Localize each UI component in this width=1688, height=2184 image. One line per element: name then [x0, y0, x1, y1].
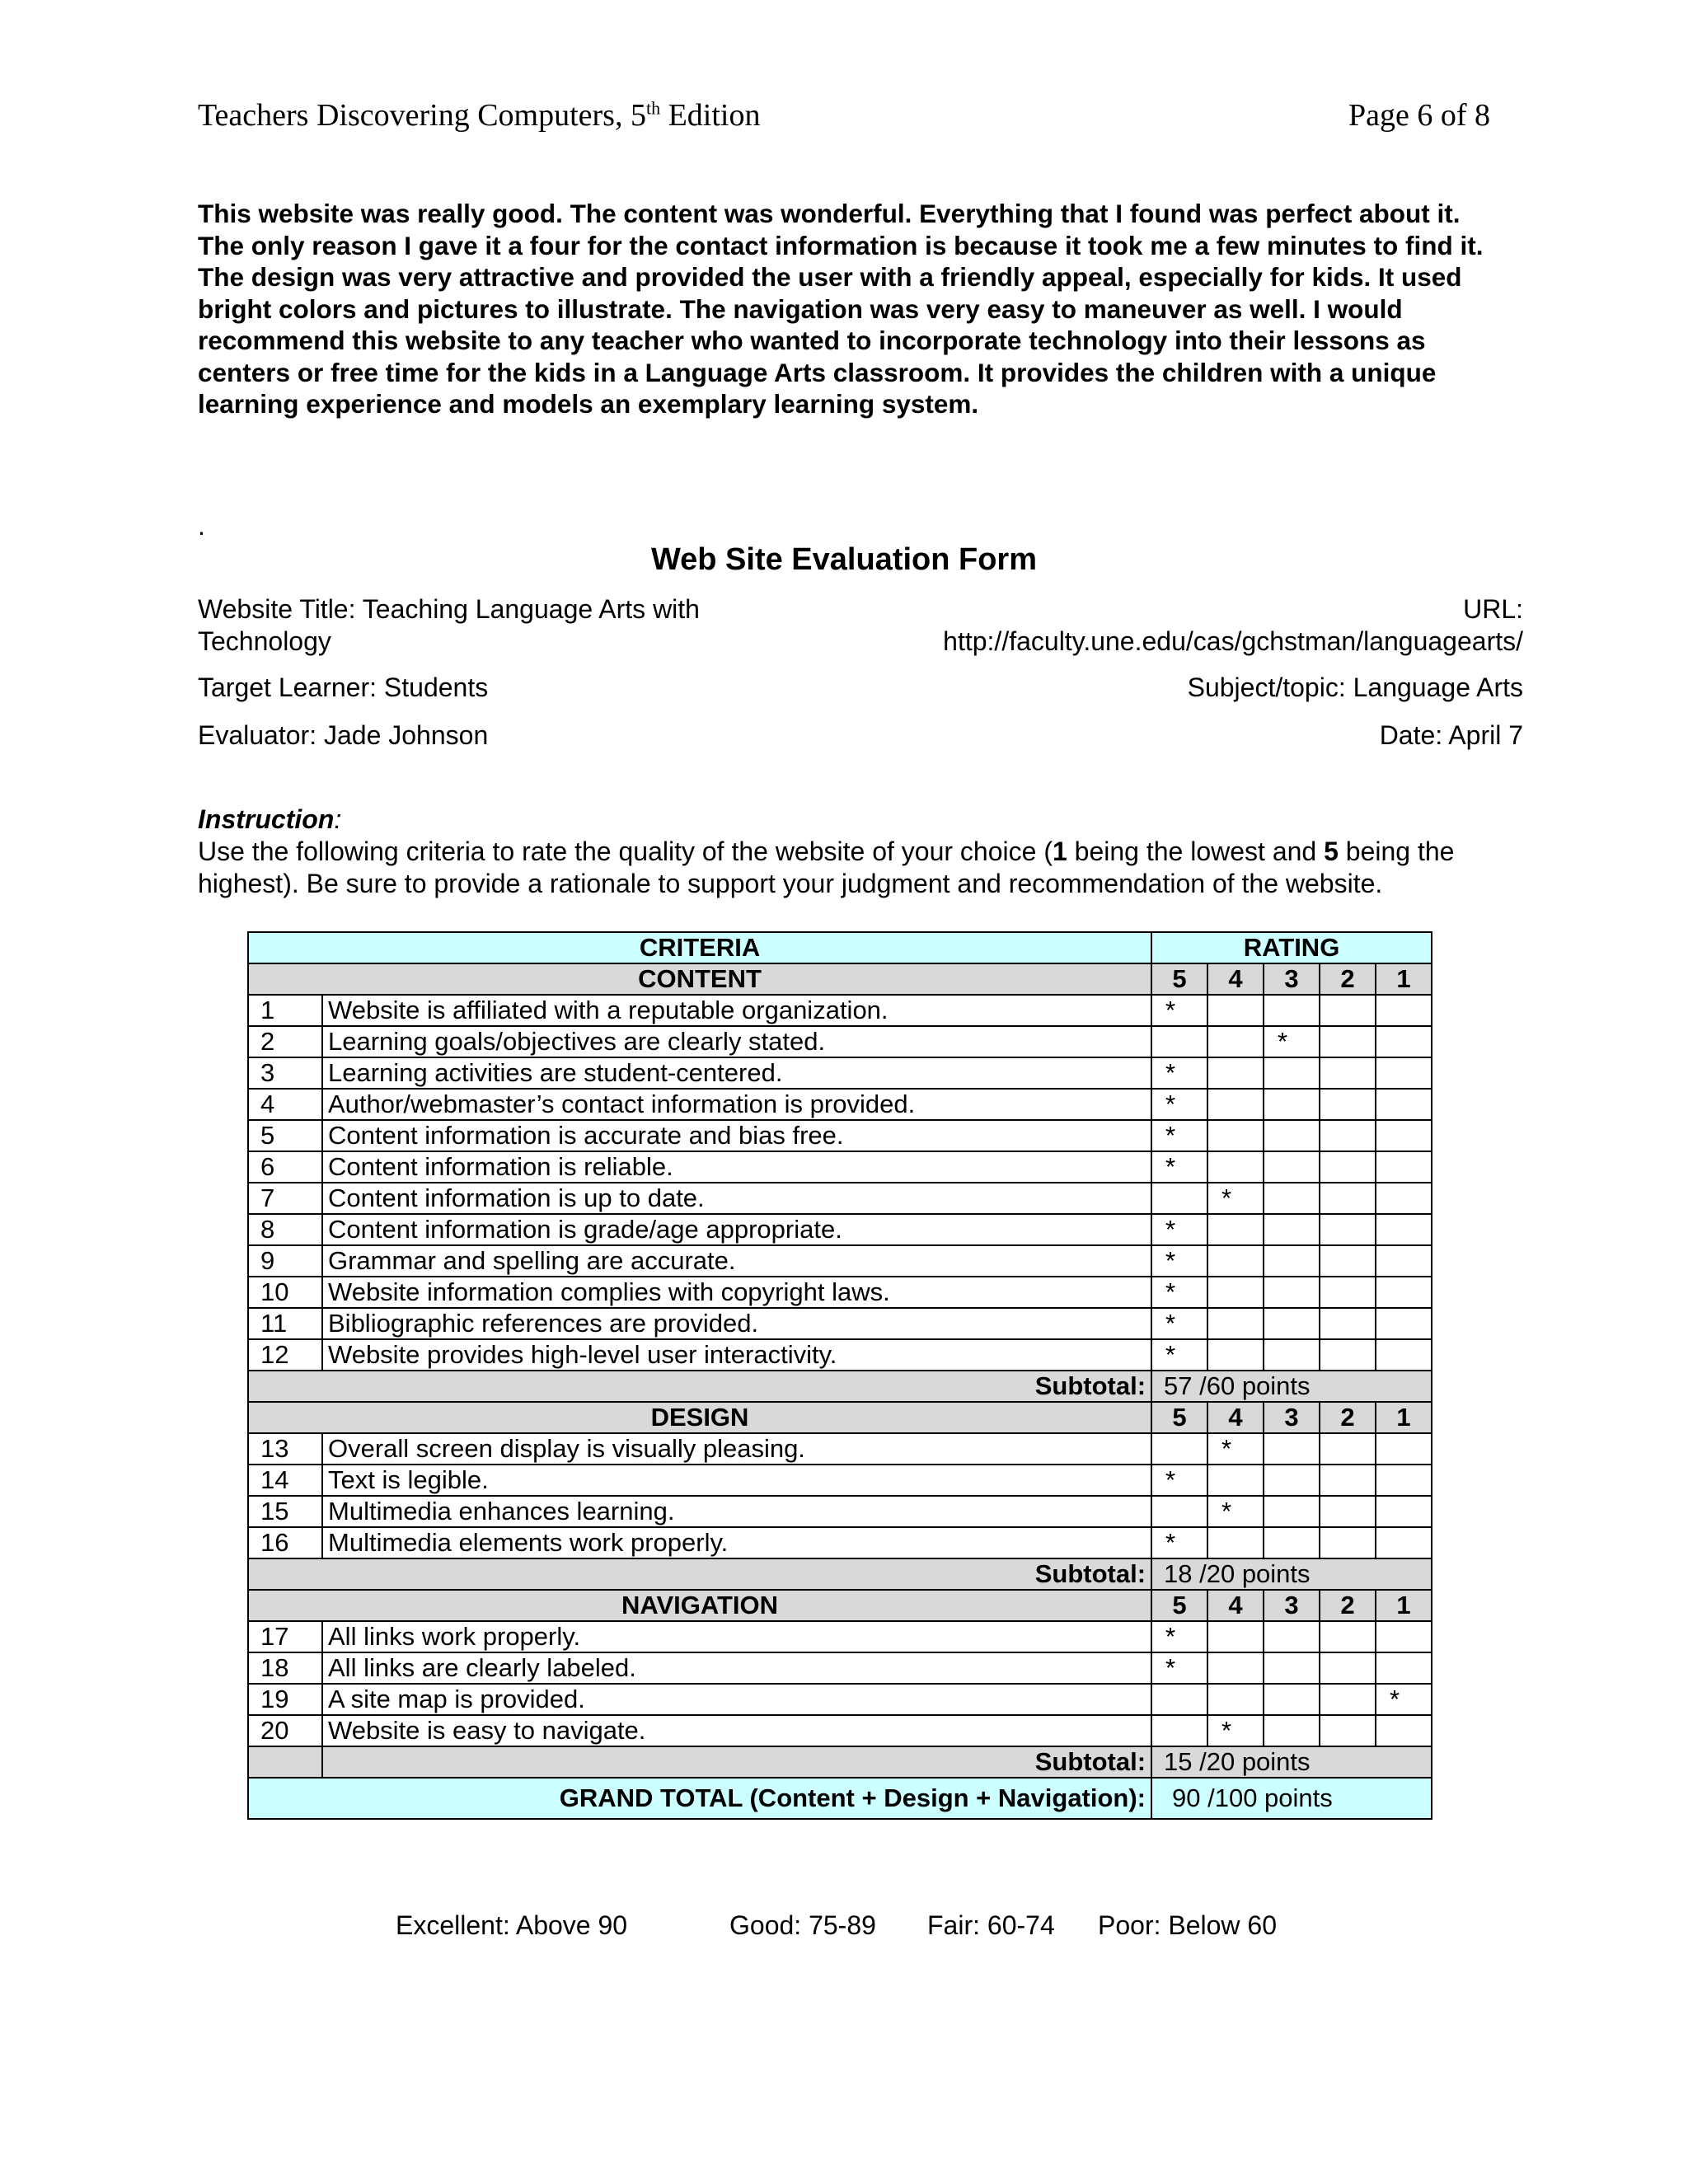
rating-cell-4 — [1207, 1120, 1264, 1151]
rating-cell-4 — [1207, 1465, 1264, 1496]
rating-col-4: 4 — [1207, 1590, 1264, 1621]
rating-col-2: 2 — [1320, 963, 1376, 995]
table-row — [248, 1183, 1432, 1214]
table-row — [248, 995, 1432, 1026]
criterion-text: A site map is provided. — [322, 1684, 1151, 1715]
rating-cell-1 — [1376, 1308, 1432, 1339]
grand-total-value: 90 /100 points — [1151, 1778, 1432, 1819]
rating-cell-2 — [1320, 1183, 1376, 1214]
rating-cell-4 — [1207, 1339, 1264, 1371]
rating-cell-5 — [1151, 1684, 1207, 1715]
instruction-block — [198, 804, 1492, 900]
rating-col-4: 4 — [1207, 963, 1264, 995]
rating-mark-4: * — [1207, 1183, 1264, 1214]
table-row — [248, 1277, 1432, 1308]
website-title: Website Title: Teaching Language Arts with Technology — [198, 594, 700, 656]
rating-cell-3 — [1264, 1151, 1320, 1183]
rating-cell-1 — [1376, 1089, 1432, 1120]
rating-cell-1 — [1376, 1057, 1432, 1089]
section-header-row — [248, 1402, 1432, 1433]
instruction-text — [198, 836, 1492, 900]
criterion-number: 12 — [248, 1339, 322, 1371]
subtotal-label: Subtotal: — [248, 1558, 1151, 1590]
criterion-text: Overall screen display is visually pleasing. — [322, 1433, 1151, 1465]
rating-cell-4 — [1207, 1214, 1264, 1245]
criterion-text: Content information is reliable. — [322, 1151, 1151, 1183]
rating-cell-1 — [1376, 1214, 1432, 1245]
criterion-number: 7 — [248, 1183, 322, 1214]
rating-cell-1 — [1376, 1245, 1432, 1277]
rating-mark-5: * — [1151, 995, 1207, 1026]
title-text: Teachers Discovering Computers, 5 — [198, 98, 646, 133]
rating-col-3: 3 — [1264, 1402, 1320, 1433]
criterion-number: 19 — [248, 1684, 322, 1715]
instruction-text-3: being the highest). Be sure to provide a rationale to support your judgment and recommendation of the website. — [198, 837, 1455, 898]
rating-mark-5: * — [1151, 1652, 1207, 1684]
rating-cell-4 — [1207, 1652, 1264, 1684]
title-edition: Edition — [660, 98, 761, 133]
subtotal-row — [248, 1558, 1432, 1590]
rating-header: RATING — [1151, 932, 1432, 963]
table-row — [248, 1057, 1432, 1089]
rating-cell-1 — [1376, 1183, 1432, 1214]
rating-mark-4: * — [1207, 1433, 1264, 1465]
table-row — [248, 1621, 1432, 1652]
rating-cell-2 — [1320, 1339, 1376, 1371]
document-title — [198, 97, 760, 134]
rating-cell-3 — [1264, 1214, 1320, 1245]
rating-cell-3 — [1264, 1277, 1320, 1308]
rating-mark-5: * — [1151, 1151, 1207, 1183]
instruction-high: 5 — [1324, 837, 1339, 866]
rating-cell-2 — [1320, 1621, 1376, 1652]
rating-mark-5: * — [1151, 1089, 1207, 1120]
grand-total-row — [248, 1778, 1432, 1819]
subtotal-label: Subtotal: — [248, 1371, 1151, 1402]
page-header — [198, 97, 1490, 138]
criterion-number: 1 — [248, 995, 322, 1026]
rating-cell-4 — [1207, 1684, 1264, 1715]
criterion-number: 3 — [248, 1057, 322, 1089]
rating-cell-2 — [1320, 1214, 1376, 1245]
rating-mark-5: * — [1151, 1527, 1207, 1558]
rating-col-5: 5 — [1151, 1590, 1207, 1621]
rating-cell-1 — [1376, 1120, 1432, 1151]
criterion-text: Multimedia enhances learning. — [322, 1496, 1151, 1527]
rating-col-2: 2 — [1320, 1402, 1376, 1433]
table-row — [248, 1496, 1432, 1527]
evaluation-table — [247, 931, 1432, 1820]
rating-cell-4 — [1207, 995, 1264, 1026]
table-row — [248, 1026, 1432, 1057]
criterion-text: All links are clearly labeled. — [322, 1652, 1151, 1684]
rating-cell-2 — [1320, 1089, 1376, 1120]
rating-cell-2 — [1320, 1496, 1376, 1527]
rating-cell-3 — [1264, 1465, 1320, 1496]
criterion-text: Text is legible. — [322, 1465, 1151, 1496]
rating-cell-1 — [1376, 1527, 1432, 1558]
rating-col-3: 3 — [1264, 963, 1320, 995]
criterion-number: 9 — [248, 1245, 322, 1277]
subtotal-spacer — [248, 1746, 322, 1778]
rating-mark-5: * — [1151, 1465, 1207, 1496]
section-header-row — [248, 963, 1432, 995]
rating-mark-5: * — [1151, 1057, 1207, 1089]
scale-good: Good: 75-89 — [729, 1910, 876, 1940]
rating-cell-2 — [1320, 1057, 1376, 1089]
rating-cell-3 — [1264, 1652, 1320, 1684]
table-row — [248, 1465, 1432, 1496]
instruction-colon: : — [334, 804, 342, 834]
rating-cell-4 — [1207, 1308, 1264, 1339]
subtotal-value: 18 /20 points — [1151, 1558, 1432, 1590]
section-header-row — [248, 1590, 1432, 1621]
rating-cell-1 — [1376, 1277, 1432, 1308]
instruction-text-1: Use the following criteria to rate the quality of the website of your choice ( — [198, 837, 1053, 866]
instruction-text-2: being the lowest and — [1067, 837, 1325, 866]
rating-cell-1 — [1376, 1465, 1432, 1496]
rating-cell-4 — [1207, 1089, 1264, 1120]
criterion-number: 8 — [248, 1214, 322, 1245]
rating-cell-4 — [1207, 1026, 1264, 1057]
rating-cell-1 — [1376, 1715, 1432, 1746]
stray-period: . — [198, 511, 205, 541]
rating-cell-2 — [1320, 1465, 1376, 1496]
section-name: CONTENT — [248, 963, 1151, 995]
rating-cell-3 — [1264, 1339, 1320, 1371]
criterion-text: Grammar and spelling are accurate. — [322, 1245, 1151, 1277]
criterion-number: 15 — [248, 1496, 322, 1527]
criterion-number: 13 — [248, 1433, 322, 1465]
rating-col-1: 1 — [1376, 1590, 1432, 1621]
table-row — [248, 1245, 1432, 1277]
rating-col-1: 1 — [1376, 1402, 1432, 1433]
criterion-number: 17 — [248, 1621, 322, 1652]
subtotal-value: 57 /60 points — [1151, 1371, 1432, 1402]
scale-excellent: Excellent: Above 90 — [396, 1910, 628, 1940]
url-block — [839, 593, 1523, 658]
instruction-low: 1 — [1052, 837, 1067, 866]
page-number: Page 6 of 8 — [1348, 98, 1490, 133]
rating-cell-1 — [1376, 1339, 1432, 1371]
rating-cell-3 — [1264, 1089, 1320, 1120]
rating-mark-3: * — [1264, 1026, 1320, 1057]
rating-cell-1 — [1376, 1433, 1432, 1465]
grand-total-label: GRAND TOTAL (Content + Design + Navigation): — [248, 1778, 1151, 1819]
rating-cell-5 — [1151, 1026, 1207, 1057]
rating-cell-4 — [1207, 1527, 1264, 1558]
rating-mark-1: * — [1376, 1684, 1432, 1715]
criterion-number: 2 — [248, 1026, 322, 1057]
rating-cell-3 — [1264, 1057, 1320, 1089]
scale-fair: Fair: 60-74 — [927, 1910, 1055, 1940]
table-row — [248, 1715, 1432, 1746]
criterion-number: 20 — [248, 1715, 322, 1746]
section-name: NAVIGATION — [248, 1590, 1151, 1621]
rating-cell-5 — [1151, 1183, 1207, 1214]
subtotal-value: 15 /20 points — [1151, 1746, 1432, 1778]
rating-cell-3 — [1264, 1433, 1320, 1465]
criterion-text: Content information is grade/age appropriate. — [322, 1214, 1151, 1245]
rating-cell-1 — [1376, 1151, 1432, 1183]
table-row — [248, 1339, 1432, 1371]
criterion-text: Learning activities are student-centered. — [322, 1057, 1151, 1089]
rating-mark-5: * — [1151, 1120, 1207, 1151]
rating-col-3: 3 — [1264, 1590, 1320, 1621]
criterion-text: Website provides high-level user interactivity. — [322, 1339, 1151, 1371]
instruction-heading: Instruction — [198, 804, 335, 834]
rating-col-5: 5 — [1151, 963, 1207, 995]
rating-mark-5: * — [1151, 1308, 1207, 1339]
criterion-number: 16 — [248, 1527, 322, 1558]
rating-cell-2 — [1320, 1026, 1376, 1057]
rating-cell-3 — [1264, 1715, 1320, 1746]
title-superscript: th — [645, 97, 661, 119]
rating-cell-1 — [1376, 1026, 1432, 1057]
criterion-text: Author/webmaster’s contact information is provided. — [322, 1089, 1151, 1120]
table-row — [248, 1151, 1432, 1183]
rating-cell-2 — [1320, 1308, 1376, 1339]
criterion-text: Website information complies with copyright laws. — [322, 1277, 1151, 1308]
url-label: URL: — [1463, 594, 1523, 624]
criterion-number: 10 — [248, 1277, 322, 1308]
table-header-row — [248, 932, 1432, 963]
criterion-number: 6 — [248, 1151, 322, 1183]
table-row — [248, 1120, 1432, 1151]
rating-cell-3 — [1264, 995, 1320, 1026]
rating-mark-4: * — [1207, 1715, 1264, 1746]
table-row — [248, 1684, 1432, 1715]
table-row — [248, 1433, 1432, 1465]
rating-col-4: 4 — [1207, 1402, 1264, 1433]
criterion-number: 18 — [248, 1652, 322, 1684]
rating-mark-5: * — [1151, 1245, 1207, 1277]
criterion-text: Multimedia elements work properly. — [322, 1527, 1151, 1558]
rating-mark-5: * — [1151, 1277, 1207, 1308]
rating-cell-3 — [1264, 1120, 1320, 1151]
rating-cell-1 — [1376, 995, 1432, 1026]
rating-cell-3 — [1264, 1527, 1320, 1558]
url-value: http://faculty.une.edu/cas/gchstman/languagearts/ — [943, 626, 1523, 656]
form-title: Web Site Evaluation Form — [650, 542, 1038, 577]
rating-col-2: 2 — [1320, 1590, 1376, 1621]
table-row — [248, 1527, 1432, 1558]
criterion-number: 14 — [248, 1465, 322, 1496]
rating-cell-4 — [1207, 1057, 1264, 1089]
subject-topic: Subject/topic: Language Arts — [1187, 673, 1523, 702]
criterion-number: 11 — [248, 1308, 322, 1339]
rating-cell-5 — [1151, 1433, 1207, 1465]
table-row — [248, 1308, 1432, 1339]
subtotal-label: Subtotal: — [322, 1746, 1151, 1778]
rating-cell-1 — [1376, 1496, 1432, 1527]
rating-cell-2 — [1320, 1151, 1376, 1183]
rating-cell-3 — [1264, 1621, 1320, 1652]
rating-mark-5: * — [1151, 1621, 1207, 1652]
subtotal-row — [248, 1746, 1432, 1778]
rating-cell-3 — [1264, 1308, 1320, 1339]
criterion-number: 4 — [248, 1089, 322, 1120]
target-learner: Target Learner: Students — [198, 673, 489, 702]
rating-cell-3 — [1264, 1183, 1320, 1214]
table-row — [248, 1089, 1432, 1120]
evaluation-date: Date: April 7 — [1379, 720, 1523, 750]
rating-cell-2 — [1320, 1652, 1376, 1684]
rating-cell-4 — [1207, 1277, 1264, 1308]
rating-col-5: 5 — [1151, 1402, 1207, 1433]
criterion-text: Website is affiliated with a reputable organization. — [322, 995, 1151, 1026]
rating-cell-2 — [1320, 1120, 1376, 1151]
scale-poor: Poor: Below 60 — [1098, 1910, 1278, 1940]
rating-cell-1 — [1376, 1652, 1432, 1684]
review-paragraph: This website was really good. The content was wonderful. Everything that I found was perfect about it. The only reason I gave it a four for the contact information is because it took me a few minutes to find it. The design was very attractive and provided the user with a friendly appeal, especially for kids. It used bright colors and pictures to illustrate. The navigation was very easy to maneuver as well. I would recommend this website to any teacher who wanted to incorporate technology into their lessons as centers or free time for the kids in a Language Arts classroom. It provides the children with a unique learning experience and models an exemplary learning system. — [198, 199, 1484, 419]
criterion-text: Learning goals/objectives are clearly stated. — [322, 1026, 1151, 1057]
criterion-text: All links work properly. — [322, 1621, 1151, 1652]
rating-cell-3 — [1264, 1496, 1320, 1527]
rating-cell-4 — [1207, 1245, 1264, 1277]
rating-cell-4 — [1207, 1151, 1264, 1183]
criterion-text: Bibliographic references are provided. — [322, 1308, 1151, 1339]
rating-mark-4: * — [1207, 1496, 1264, 1527]
rating-mark-5: * — [1151, 1339, 1207, 1371]
rating-cell-2 — [1320, 1277, 1376, 1308]
criterion-text: Website is easy to navigate. — [322, 1715, 1151, 1746]
criterion-text: Content information is up to date. — [322, 1183, 1151, 1214]
rating-cell-3 — [1264, 1684, 1320, 1715]
table-row — [248, 1214, 1432, 1245]
rating-cell-2 — [1320, 1433, 1376, 1465]
rating-cell-2 — [1320, 1245, 1376, 1277]
rating-cell-2 — [1320, 995, 1376, 1026]
criteria-header: CRITERIA — [248, 932, 1151, 963]
rating-cell-3 — [1264, 1245, 1320, 1277]
rating-cell-2 — [1320, 1527, 1376, 1558]
rating-cell-2 — [1320, 1715, 1376, 1746]
subtotal-row — [248, 1371, 1432, 1402]
rating-cell-5 — [1151, 1496, 1207, 1527]
evaluator: Evaluator: Jade Johnson — [198, 720, 489, 750]
rating-cell-1 — [1376, 1621, 1432, 1652]
rating-cell-5 — [1151, 1715, 1207, 1746]
table-row — [248, 1652, 1432, 1684]
criterion-text: Content information is accurate and bias free. — [322, 1120, 1151, 1151]
rating-cell-4 — [1207, 1621, 1264, 1652]
section-name: DESIGN — [248, 1402, 1151, 1433]
rating-cell-2 — [1320, 1684, 1376, 1715]
rating-mark-5: * — [1151, 1214, 1207, 1245]
criterion-number: 5 — [248, 1120, 322, 1151]
rating-col-1: 1 — [1376, 963, 1432, 995]
